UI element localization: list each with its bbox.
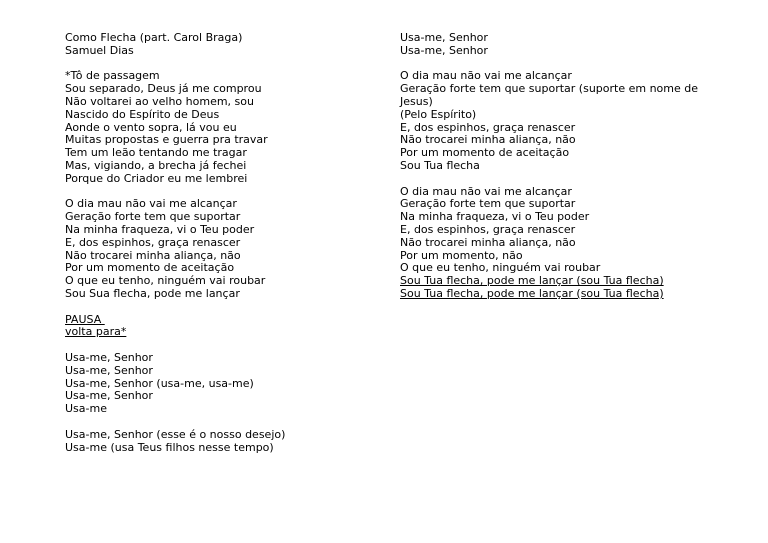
lyric-line: volta para* — [65, 325, 127, 339]
lyric-line: Usa-me, Senhor — [65, 350, 153, 364]
lyric-line: Na minha fraqueza, vi o Teu poder — [400, 210, 590, 224]
blank-line — [400, 173, 708, 186]
lyric-line: E, dos espinhos, graça renascer — [400, 120, 576, 134]
lyric-line: Aonde o vento sopra, lá vou eu — [65, 120, 237, 134]
lyric-line: Usa-me, Senhor — [400, 31, 488, 44]
lyric-line: Sou Sua flecha, pode me lançar — [65, 286, 240, 300]
lyric-line: E, dos espinhos, graça renascer — [400, 222, 576, 236]
lyric-line: Geração forte tem que suportar (suporte em nome de Jesus) — [400, 82, 702, 108]
lyric-line: Usa-me, Senhor — [400, 43, 488, 57]
blank-line — [65, 301, 365, 314]
blank-line — [65, 339, 365, 352]
lyric-line: O dia mau não vai me alcançar — [400, 184, 572, 198]
lyric-line: Sou Tua flecha, pode me lançar (sou Tua flecha) — [400, 286, 664, 300]
lyric-line: Sou separado, Deus já me comprou — [65, 82, 262, 96]
lyric-line: Usa-me, Senhor (esse é o nosso desejo) — [65, 427, 286, 441]
lyrics-column-right — [400, 32, 708, 301]
lyric-line: Usa-me — [65, 402, 107, 416]
lyric-line: (Pelo Espírito) — [400, 107, 477, 121]
lyric-line: Não trocarei minha aliança, não — [400, 133, 576, 147]
lyric-line: Como Flecha (part. Carol Braga) — [65, 31, 243, 44]
lyric-line: Na minha fraqueza, vi o Teu poder — [65, 222, 255, 236]
lyric-line: Não trocarei minha aliança, não — [400, 235, 576, 249]
lyric-line: Usa-me, Senhor — [65, 389, 153, 403]
lyric-line: Tem um leão tentando me tragar — [65, 146, 247, 160]
lyric-line: Usa-me (usa Teus filhos nesse tempo) — [65, 440, 274, 454]
lyric-line: Não voltarei ao velho homem, sou — [65, 94, 254, 108]
lyric-line: Mas, vigiando, a brecha já fechei — [65, 158, 247, 172]
lyric-line: Sou Tua flecha, pode me lançar (sou Tua flecha) — [400, 274, 664, 288]
lyric-line: O dia mau não vai me alcançar — [65, 197, 237, 211]
lyric-line: E, dos espinhos, graça renascer — [65, 235, 241, 249]
lyric-line: Samuel Dias — [65, 43, 134, 57]
lyric-line: PAUSA — [65, 312, 105, 326]
lyric-line: Por um momento, não — [400, 248, 523, 262]
lyric-line: Porque do Criador eu me lembrei — [65, 171, 248, 185]
lyric-line: Geração forte tem que suportar — [400, 197, 576, 211]
lyric-line: Por um momento de aceitação — [65, 261, 235, 275]
lyric-line: Muitas propostas e guerra pra travar — [65, 133, 268, 147]
lyric-line: O que eu tenho, ninguém vai roubar — [400, 261, 601, 275]
lyric-line: Sou Tua flecha — [400, 158, 480, 172]
lyrics-column-left — [65, 32, 365, 454]
lyric-line: Nascido do Espírito de Deus — [65, 107, 220, 121]
lyric-line: Geração forte tem que suportar — [65, 210, 241, 224]
lyric-line: *Tô de passagem — [65, 69, 160, 83]
lyric-line: Usa-me, Senhor (usa-me, usa-me) — [65, 376, 254, 390]
lyric-line: Usa-me, Senhor — [65, 363, 153, 377]
lyric-line: O dia mau não vai me alcançar — [400, 69, 572, 83]
lyric-line: Não trocarei minha aliança, não — [65, 248, 241, 262]
lyric-line: O que eu tenho, ninguém vai roubar — [65, 274, 266, 288]
blank-line — [65, 416, 365, 429]
lyric-line: Por um momento de aceitação — [400, 146, 570, 160]
